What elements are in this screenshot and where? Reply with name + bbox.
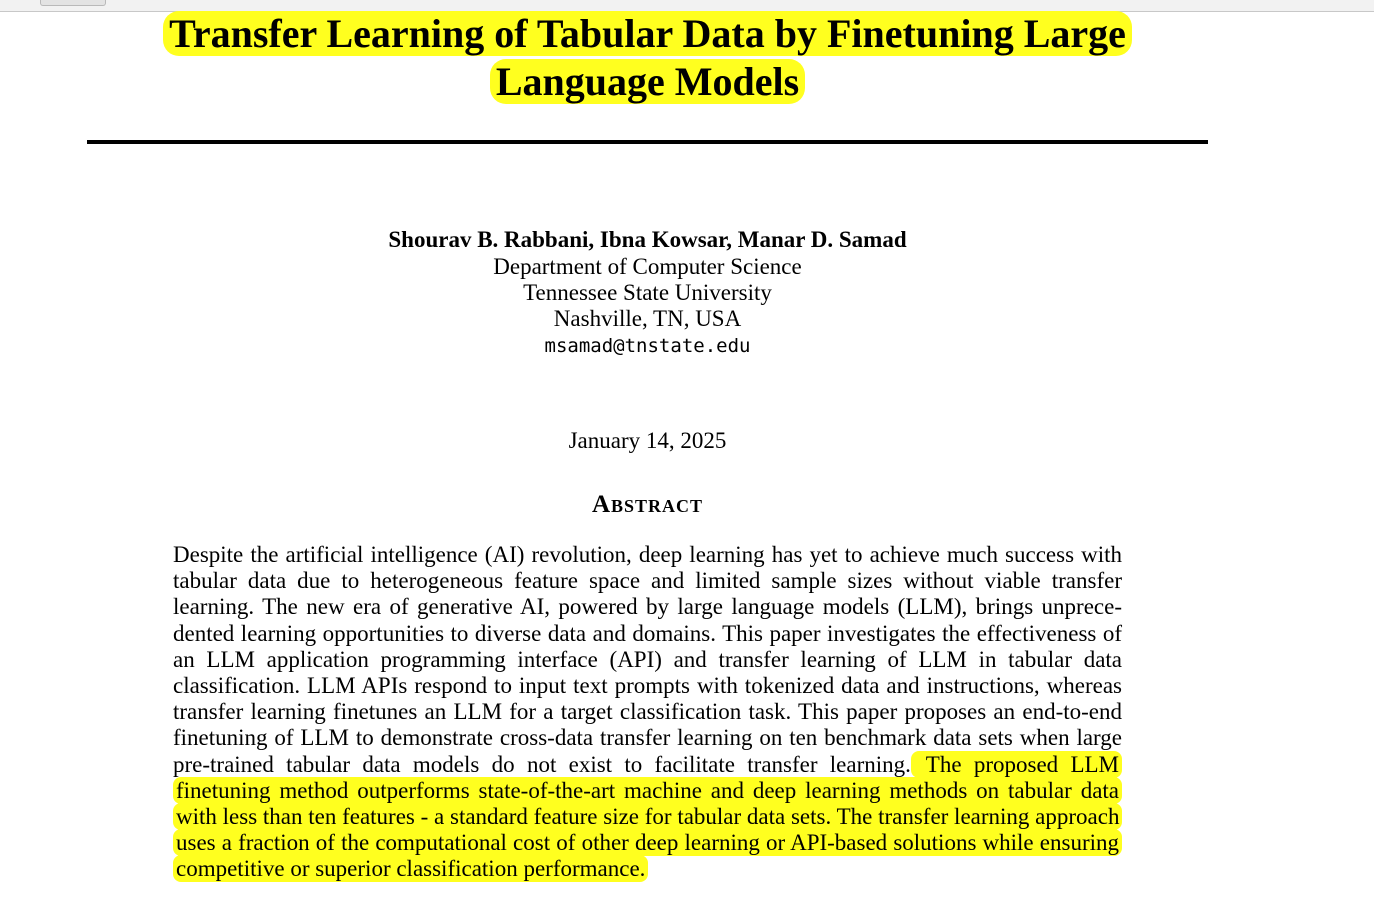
department: Department of Computer Science [493, 254, 802, 279]
paper-title-line-1 [87, 10, 1208, 58]
abstract-body [173, 542, 1122, 883]
title-highlight-1[interactable]: Transfer Learning of Tabular Data by Finetuning Large [163, 11, 1132, 56]
email[interactable]: msamad@tnstate.edu [544, 335, 751, 357]
viewer-tab[interactable] [40, 0, 106, 6]
title-rule [87, 140, 1208, 144]
university: Tennessee State University [523, 280, 772, 305]
paper-title-line-2 [87, 58, 1208, 106]
abstract-text: Despite the artificial intelligence (AI) revolution, deep learning has yet to achieve much success with tabular data due to heterogeneous feature space and limited sample sizes without viable transfer learning. The new era of generative AI, powered by large language models (LLM), brings unprece-dented learning opportunities to diverse data and domains. This paper investigates the effectiveness of an LLM application programming interface (API) and transfer learning of LLM in tabular data classification. LLM APIs respond to input text prompts with tokenized data and instructions, whereas transfer learning finetunes an LLM for a target classification task. This paper proposes an end-to-end finetuning of LLM to demonstrate cross-data transfer learning on ten benchmark data sets when large pre-trained tabular data models do not exist to facilitate transfer learning. [173, 542, 1122, 777]
abstract-highlight[interactable]: The proposed LLM finetuning method outperforms state-of-the-art machine and deep learning methods on tabular data with less than ten features - a standard feature size for tabular data sets. The transfer learning approach uses a fraction of the computational cost of other deep learning or API-based solutions while ensuring competitive or superior classification performance. [173, 751, 1122, 883]
abstract-heading: Abstract [591, 491, 704, 518]
title-highlight-2[interactable]: Language Models [490, 59, 805, 104]
authors: Shourav B. Rabbani, Ibna Kowsar, Manar D. Samad [388, 227, 907, 252]
paper-date: January 14, 2025 [568, 428, 727, 453]
location: Nashville, TN, USA [553, 306, 742, 331]
